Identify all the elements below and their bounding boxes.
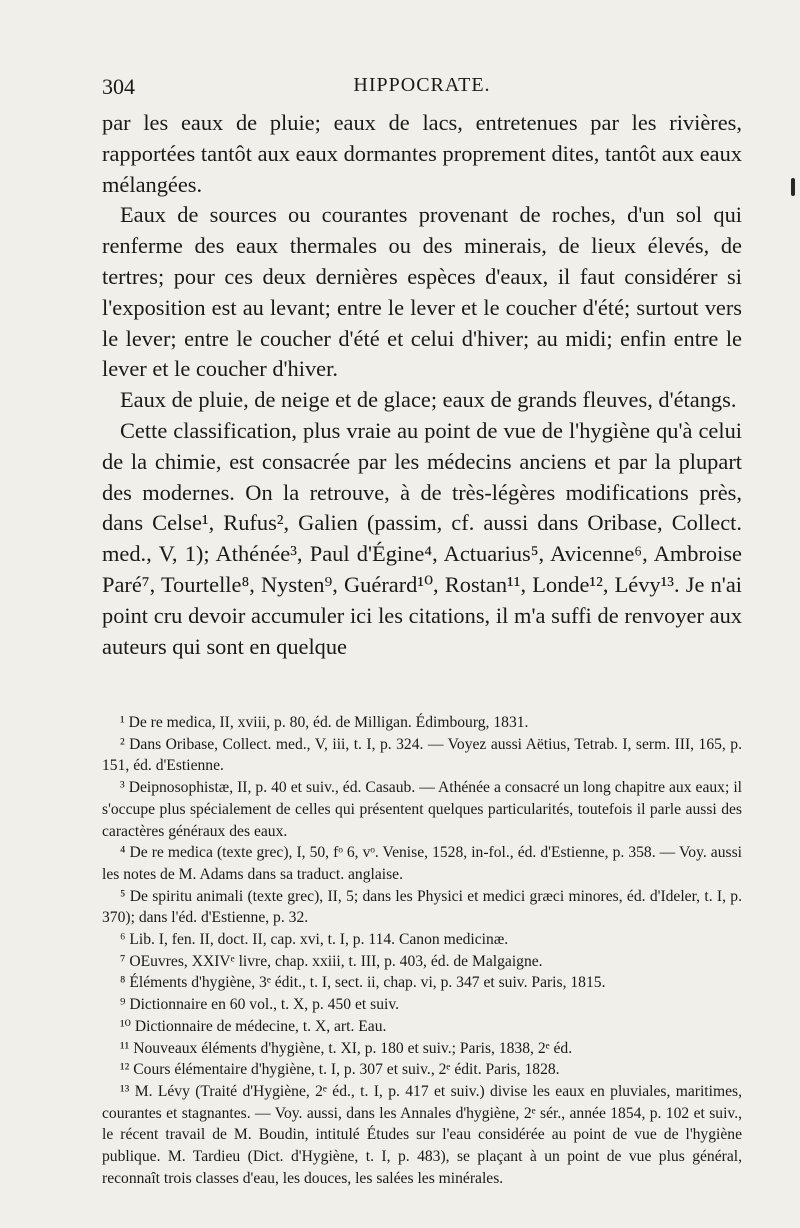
- footnote: ⁵ De spiritu animali (texte grec), II, 5; dans les Physici et medici græci minores, éd. d'Ideler, t. I, p. 370); dans l'éd. d'Estienne, p. 32.: [102, 887, 742, 927]
- footnotes: [102, 712, 742, 1189]
- footnote: ² Dans Oribase, Collect. med., V, iii, t. I, p. 324. — Voyez aussi Aëtius, Tetrab. I, serm. III, 165, p. 151, éd. d'Estienne.: [102, 735, 742, 775]
- main-text: [102, 108, 742, 662]
- footnote: ⁴ De re medica (texte grec), I, 50, fᵒ 6, vᵒ. Venise, 1528, in-fol., éd. d'Estienne, p. 358. — Voy. aussi les notes de M. Adams dans sa traduct. anglaise.: [102, 844, 742, 883]
- footnote: ¹² Cours élémentaire d'hygiène, t. I, p. 307 et suiv., 2ᵉ édit. Paris, 1828.: [120, 1061, 560, 1079]
- running-title: HIPPOCRATE.: [353, 74, 491, 96]
- body-paragraph: Eaux de sources ou courantes provenant de roches, d'un sol qui renferme des eaux thermales ou des minerais, de lieux élevés, de tertres; pour ces deux dernières espèces d'eaux, il faut considérer si l'exposition est au levant; entre le lever et le coucher d'été; surtout vers le lever; entre le coucher d'été et celui d'hiver; au midi; enfin entre le lever et le coucher d'hiver.: [102, 202, 742, 382]
- body-paragraph: Cette classification, plus vraie au point de vue de l'hygiène qu'à celui de la chimie, est consacrée par les médecins anciens et par la plupart des modernes. On la retrouve, à de très-légères modifications près, dans Celse¹, Rufus², Galien (passim, cf. aussi dans Oribase, Collect. med., V, 1); Athénée³, Paul d'Égine⁴, Actuarius⁵, Avicenne⁶, Ambroise Paré⁷, Tourtelle⁸, Nysten⁹, Guérard¹⁰, Rostan¹¹, Londe¹², Lévy¹³. Je n'ai point cru devoir accumuler ici les citations, il m'a suffi de renvoyer aux auteurs qui sont en quelque: [102, 417, 742, 659]
- footnote: ⁷ OEuvres, XXIVᵉ livre, chap. xxiii, t. III, p. 403, éd. de Malgaigne.: [120, 952, 543, 970]
- body-paragraph: par les eaux de pluie; eaux de lacs, entretenues par les rivières, rapportées tantôt aux eaux dormantes proprement dites, tantôt aux eaux mélangées.: [102, 110, 742, 197]
- footnote: ¹³ M. Lévy (Traité d'Hygiène, 2ᵉ éd., t. I, p. 417 et suiv.) divise les eaux en pluviales, maritimes, courantes et stagnantes. — Voy. aussi, dans les Annales d'hygiène, 2ᵉ sér., année 1854, p. 102 et suiv., le récent travail de M. Boudin, intitulé Études sur l'eau considérée au point de vue de l'hygiène publique. M. Tardieu (Dict. d'Hygiène, t. I, p. 483), se plaçant à un point de vue plus général, reconnaît trois classes d'eau, les douces, les salées les minérales.: [102, 1082, 742, 1187]
- footnote: ¹¹ Nouveaux éléments d'hygiène, t. XI, p. 180 et suiv.; Paris, 1838, 2ᵉ éd.: [120, 1039, 573, 1057]
- margin-mark: [791, 178, 795, 196]
- footnote: ⁶ Lib. I, fen. II, doct. II, cap. xvi, t. I, p. 114. Canon medicinæ.: [120, 931, 509, 949]
- page-number: 304: [102, 74, 135, 99]
- footnote: ⁸ Éléments d'hygiène, 3ᵉ édit., t. I, sect. ii, chap. vi, p. 347 et suiv. Paris, 1815.: [120, 974, 606, 992]
- footnote: ¹⁰ Dictionnaire de médecine, t. X, art. Eau.: [120, 1017, 387, 1035]
- footnote: ³ Deipnosophistæ, II, p. 40 et suiv., éd. Casaub. — Athénée a consacré un long chapitre aux eaux; il s'occupe plus spécialement de celles qui présentent quelques particularités, toutefois il parle aussi des caractères généraux des eaux.: [102, 779, 742, 840]
- body-paragraph: Eaux de pluie, de neige et de glace; eaux de grands fleuves, d'étangs.: [120, 387, 737, 413]
- footnote: ⁹ Dictionnaire en 60 vol., t. X, p. 450 et suiv.: [120, 996, 400, 1014]
- page-header: [102, 74, 742, 104]
- footnote: ¹ De re medica, II, xviii, p. 80, éd. de Milligan. Édimbourg, 1831.: [120, 714, 529, 731]
